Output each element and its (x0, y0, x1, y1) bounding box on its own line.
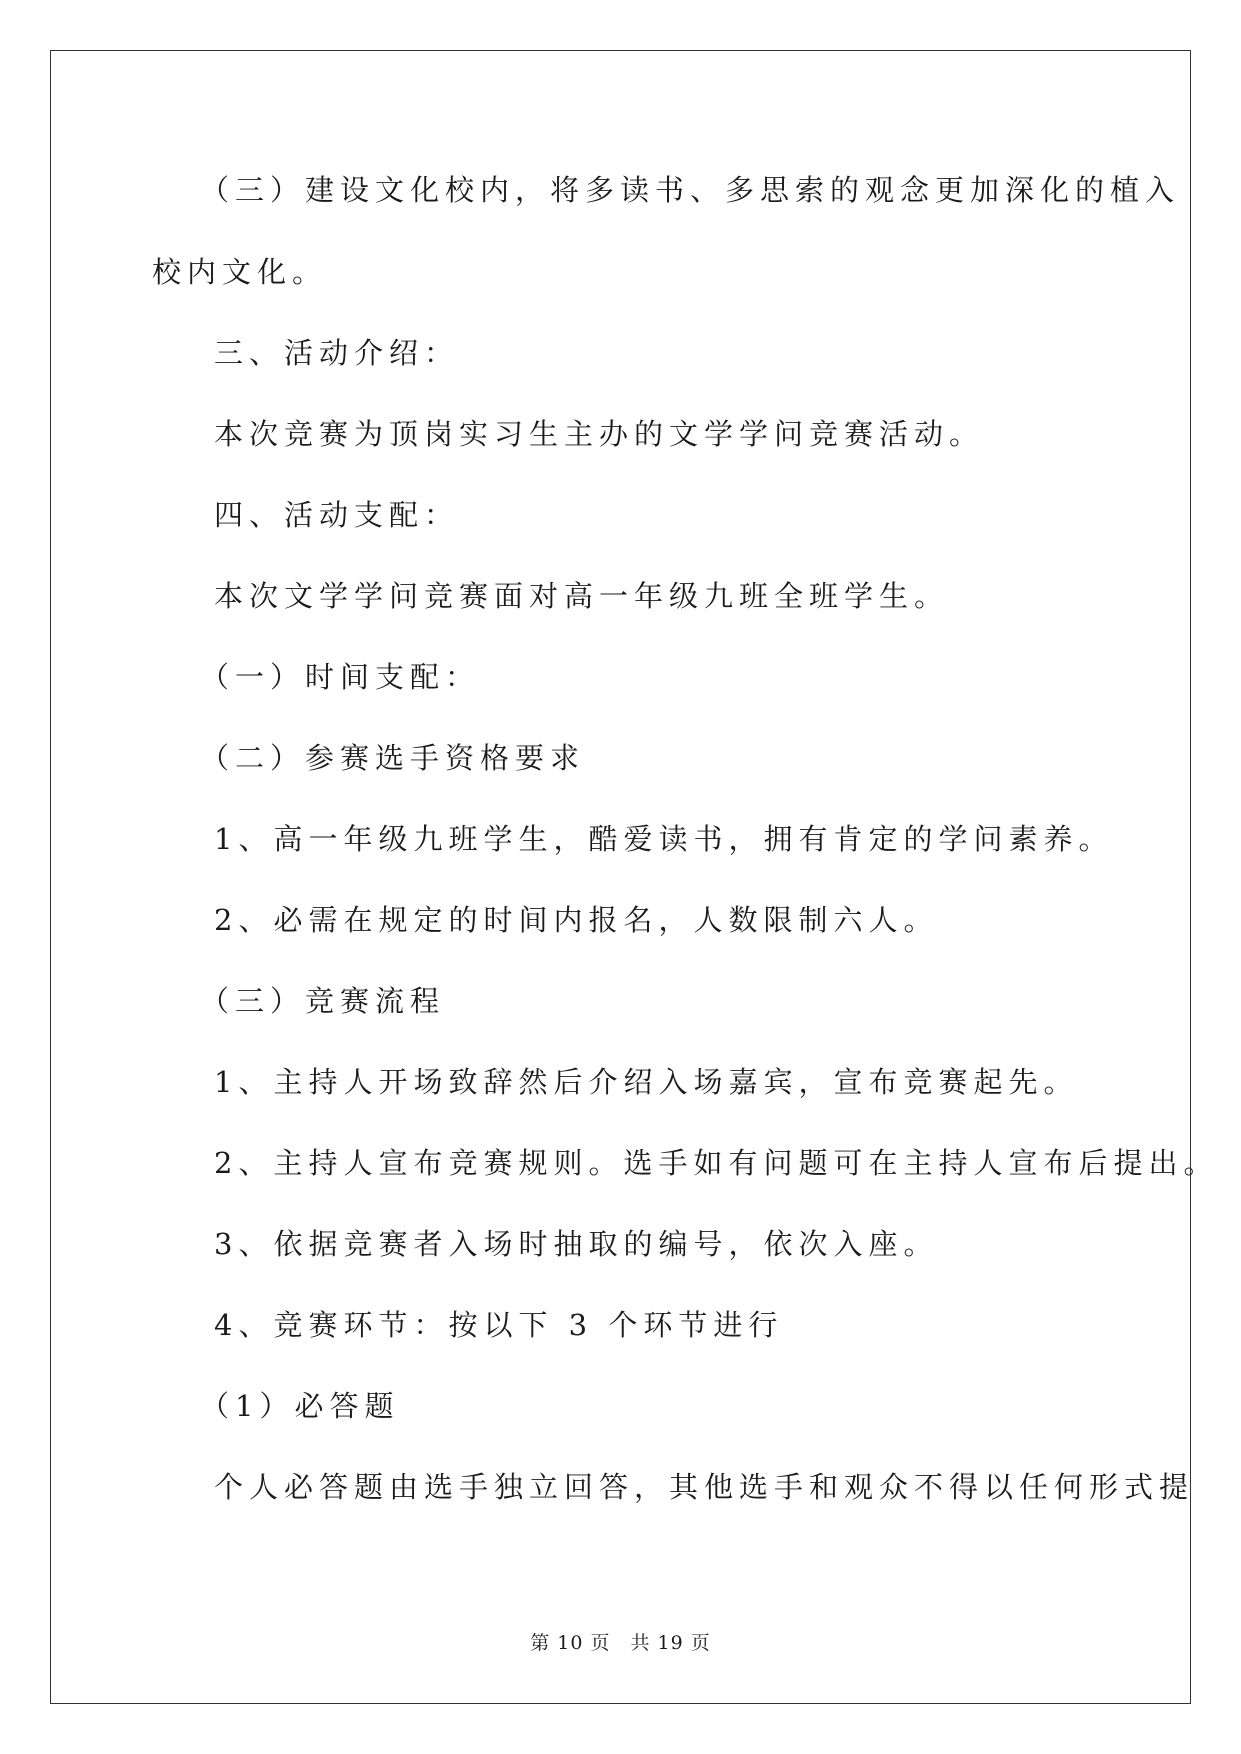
list-item: 1、主持人开场致辞然后介绍入场嘉宾，宣布竞赛起先。 (214, 1065, 1079, 1099)
section-heading: 三、活动介绍： (214, 336, 460, 370)
paragraph: 个人必答题由选手独立回答，其他选手和观众不得以任何形式提 (214, 1470, 1195, 1504)
page-border (50, 50, 1191, 1704)
list-item: 3、依据竞赛者入场时抽取的编号，依次入座。 (214, 1227, 939, 1261)
subsection-heading: （二）参赛选手资格要求 (200, 741, 586, 775)
list-item: 2、主持人宣布竞赛规则。选手如有问题可在主持人宣布后提出。 (214, 1146, 1219, 1180)
paragraph: 校内文化。 (152, 255, 328, 289)
list-item: 1、高一年级九班学生，酷爱读书，拥有肯定的学问素养。 (214, 822, 1114, 856)
page-number: 第 10 页 共 19 页 (530, 1632, 711, 1654)
paragraph: （三）建设文化校内，将多读书、多思索的观念更加深化的植入 (200, 173, 1181, 207)
page-footer (0, 1631, 1241, 1655)
subsection-heading: （1）必答题 (200, 1389, 400, 1423)
list-item: 2、必需在规定的时间内报名，人数限制六人。 (214, 903, 939, 937)
subsection-heading: （一）时间支配： (200, 660, 481, 694)
paragraph: 本次文学学问竞赛面对高一年级九班全班学生。 (214, 579, 950, 613)
paragraph: 本次竞赛为顶岗实习生主办的文学学问竞赛活动。 (214, 417, 985, 451)
section-heading: 四、活动支配： (214, 498, 460, 532)
list-item: 4、竞赛环节：按以下 3 个环节进行 (214, 1308, 784, 1342)
subsection-heading: （三）竞赛流程 (200, 984, 446, 1018)
